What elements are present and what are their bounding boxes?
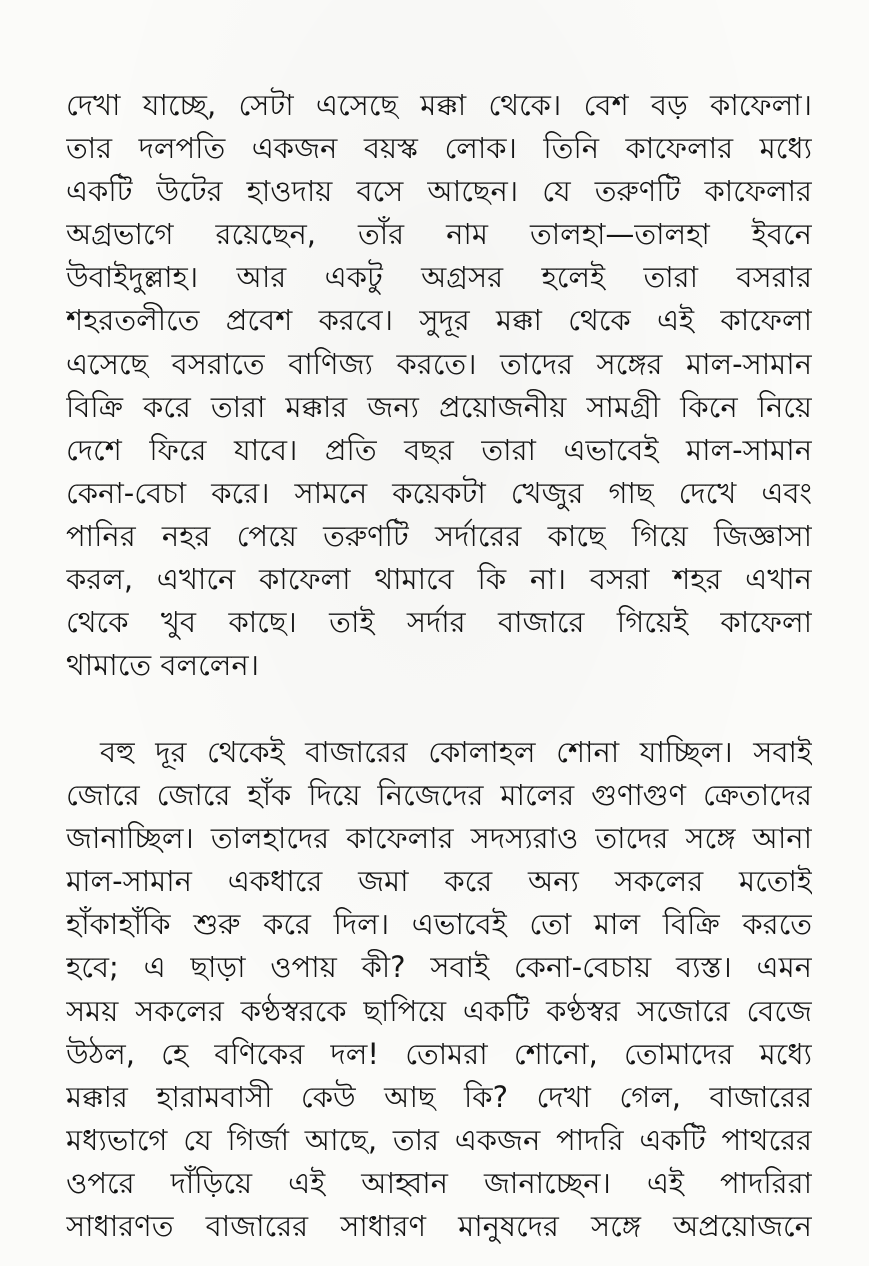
text-line: উঠল, হে বণিকের দল! তোমরা শোনো, তোমাদের মধ্যে [66, 1036, 812, 1071]
text-line: সাধারণত বাজারের সাধারণ মানুষদের সঙ্গে অপ্রয়োজনে [66, 1209, 812, 1244]
text-line: মধ্যভাগে যে গির্জা আছে, তার একজন পাদরি একটি পাথরের [66, 1122, 812, 1157]
text-line: ওপরে দাঁড়িয়ে এই আহ্বান জানাচ্ছেন। এই পাদরিরা [66, 1165, 812, 1200]
text-line: অগ্রভাগে রয়েছেন, তাঁর নাম তালহা—তালহা ইবনে [66, 217, 812, 252]
text-line: হাঁকাহাঁকি শুরু করে দিল। এভাবেই তো মাল বিক্রি করতে [66, 907, 812, 942]
text-line: বহু দূর থেকেই বাজারের কোলাহল শোনা যাচ্ছিল। সবাই [100, 735, 812, 769]
text-line: উবাইদুল্লাহ। আর একটু অগ্রসর হলেই তারা বসরার [66, 260, 812, 295]
paragraph-1 [66, 84, 812, 687]
text-line: পানির নহর পেয়ে তরুণটি সর্দারের কাছে গিয়ে জিজ্ঞাসা [66, 518, 812, 553]
text-line: বিক্রি করে তারা মক্কার জন্য প্রয়োজনীয় সামগ্রী কিনে নিয়ে [66, 389, 812, 424]
text-line: কেনা-বেচা করে। সামনে কয়েকটা খেজুর গাছ দেখে এবং [66, 475, 812, 510]
text-line: শহরতলীতে প্রবেশ করবে। সুদূর মক্কা থেকে এই কাফেলা [66, 303, 812, 338]
paragraph-2 [66, 731, 812, 1248]
text-line: মাল-সামান একধারে জমা করে অন্য সকলের মতোই [66, 864, 812, 899]
text-line: একটি উটের হাওদায় বসে আছেন। যে তরুণটি কাফেলার [66, 174, 812, 209]
text-line: দেখা যাচ্ছে, সেটা এসেছে মক্কা থেকে। বেশ বড় কাফেলা। [66, 88, 812, 122]
text-line: তার দলপতি একজন বয়স্ক লোক। তিনি কাফেলার মধ্যে [66, 131, 812, 166]
text-line: জানাচ্ছিল। তালহাদের কাফেলার সদস্যরাও তাদের সঙ্গে আনা [66, 821, 812, 856]
text-line: জোরে জোরে হাঁক দিয়ে নিজেদের মালের গুণাগুণ ক্রেতাদের [66, 778, 812, 813]
text-line: দেশে ফিরে যাবে। প্রতি বছর তারা এভাবেই মাল-সামান [66, 432, 812, 467]
text-line: হবে; এ ছাড়া ওপায় কী? সবাই কেনা-বেচায় ব্যস্ত। এমন [66, 950, 812, 985]
text-line: করল, এখানে কাফেলা থামাবে কি না। বসরা শহর এখান [66, 562, 812, 597]
text-line: মক্কার হারামবাসী কেউ আছ কি? দেখা গেল, বাজারের [66, 1079, 812, 1114]
text-line: এসেছে বসরাতে বাণিজ্য করতে। তাদের সঙ্গের মাল-সামান [66, 346, 812, 381]
text-line: থামাতে বললেন। [66, 648, 260, 683]
text-line: সময় সকলের কণ্ঠস্বরকে ছাপিয়ে একটি কণ্ঠস্বর সজোরে বেজে [66, 993, 812, 1028]
text-line: থেকে খুব কাছে। তাই সর্দার বাজারে গিয়েই কাফেলা [66, 605, 812, 640]
